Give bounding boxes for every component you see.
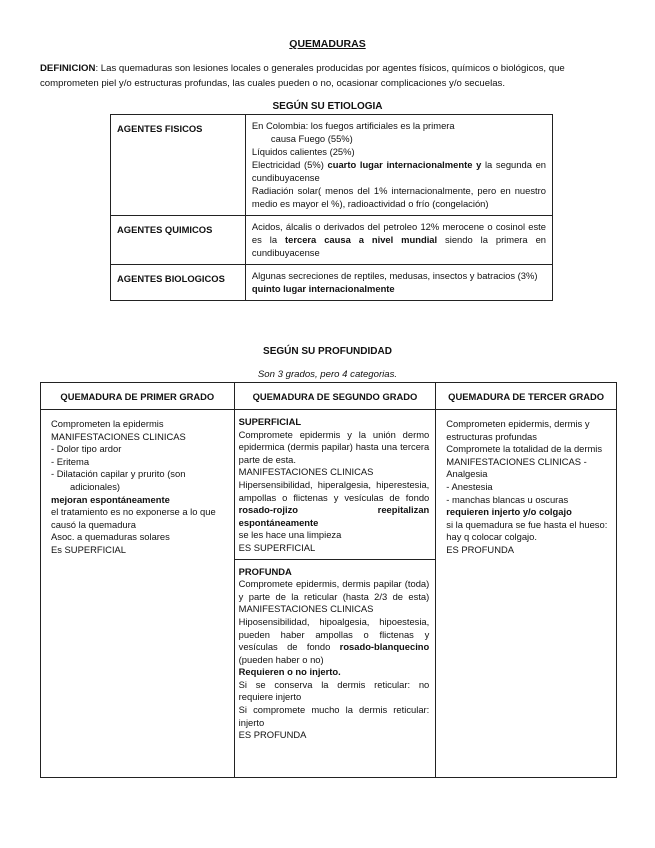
- text-line: Asoc. a quemaduras solares: [51, 531, 170, 543]
- agent-description: [245, 115, 552, 216]
- text-segment: la segunda en cundibuyacense: [251, 159, 547, 183]
- text-line: ES SUPERFICIAL: [238, 541, 316, 553]
- text-line: MANIFESTACIONES CLINICAS: [51, 430, 186, 442]
- text-line: MANIFESTACIONES CLINICAS: [238, 466, 374, 478]
- text-line: - Anestesia: [446, 480, 493, 492]
- etiology-heading: SEGÚN SU ETIOLOGIA: [272, 101, 383, 112]
- text-line: Es SUPERFICIAL: [51, 543, 127, 555]
- text-line: ES PROFUNDA: [238, 729, 307, 741]
- text-line: PROFUNDA: [238, 565, 292, 577]
- text-segment: Acidos, álcalis o derivados del petroleo 12% merocene o cosinol este es la: [251, 221, 546, 245]
- text-line: Requieren o no injerto.: [238, 666, 341, 678]
- text-line: En Colombia: los fuegos artificiales es la primera: [251, 120, 455, 131]
- text-line: Líquidos calientes (25%): [251, 146, 355, 157]
- text-line: Compromete epidermis, dermis papilar (toda) y parte de la reticular (hasta 2/3 de esta) MANIFESTACIONES CLINICAS: [238, 578, 430, 615]
- text-line: Algunas secreciones de reptiles, medusas, insectos y batracios (3%): [251, 270, 538, 281]
- bold-phrase: cuarto lugar internacionalmente y: [327, 159, 482, 170]
- text-line: Radiación solar( menos del 1% internacionalmente, pero en nuestro medio es mayor el %), radioactividad o frío (congelación): [251, 185, 546, 209]
- column-header-first-degree: QUEMADURA DE PRIMER GRADO: [41, 383, 235, 410]
- definition-text: : Las quemaduras son lesiones locales o generales producidas por agentes físicos, químicos o biológicos, que comprometen piel y/o estructuras profundas, las cuales pueden o no, ocasionar complicaciones y/o secuelas.: [40, 63, 565, 89]
- bold-phrase: rosado-rojizo reepitalizan espontáneamente: [238, 504, 430, 528]
- column-header-third-degree: QUEMADURA DE TERCER GRADO: [436, 383, 617, 410]
- text-line: Compromete la totalidad de la dermis MANIFESTACIONES CLINICAS - Analgesia: [446, 443, 603, 480]
- text-line: SUPERFICIAL: [238, 416, 302, 427]
- text-line: [239, 616, 430, 666]
- depth-heading: SEGÚN SU PROFUNDIDAD: [263, 346, 392, 357]
- text-line: causa Fuego (55%): [270, 133, 353, 144]
- definition-paragraph: [40, 62, 610, 91]
- text-line: ES PROFUNDA: [446, 543, 514, 555]
- etiology-table: [110, 114, 553, 301]
- third-degree-cell: [436, 410, 617, 778]
- second-degree-superficial: [235, 410, 436, 559]
- text-line: - Dolor tipo ardor: [51, 443, 122, 455]
- agent-name: AGENTES FISICOS: [111, 115, 246, 216]
- agent-description: [245, 216, 552, 265]
- text-line: Si compromete mucho la dermis reticular: injerto: [238, 704, 430, 728]
- text-segment: siendo la primera en cundibuyacense: [251, 234, 546, 258]
- text-line: - manchas blancas u oscuras: [446, 493, 569, 505]
- first-degree-cell: [41, 410, 235, 778]
- text-line: mejoran espontáneamente: [51, 493, 170, 505]
- depth-subtitle: Son 3 grados, pero 4 categorias.: [257, 369, 398, 380]
- text-line: [252, 158, 546, 184]
- text-segment: Hipersensibilidad, hiperalgesia, hiperestesia, ampollas o flictenas y vesículas de fondo: [238, 478, 430, 503]
- agent-description: [245, 265, 552, 301]
- text-line: se les hace una limpieza: [238, 529, 342, 541]
- text-segment: Electricidad (5%): [251, 159, 328, 170]
- text-line: - Eritema: [51, 455, 90, 467]
- definition-label: DEFINICION: [40, 63, 96, 74]
- page-title: QUEMADURAS: [289, 38, 366, 50]
- bold-phrase: tercera causa a nivel mundial: [285, 234, 438, 245]
- text-segment: Hiposensibilidad, hipoalgesia, hipoestesia, pueden haber ampollas o flictenas y vesículas de fondo: [238, 615, 430, 653]
- second-degree-cell: [234, 410, 436, 778]
- etiology-row: [111, 216, 553, 265]
- etiology-row: [111, 115, 553, 216]
- text-line: [239, 479, 430, 529]
- depth-table: [40, 382, 617, 778]
- text-line: Compromete epidermis y la unión dermo epidermica (dermis papilar) hasta una tercera parte de esta.: [238, 428, 430, 465]
- text-line: requieren injerto y/o colgajo: [446, 506, 572, 518]
- etiology-row: [111, 265, 553, 301]
- agent-name: AGENTES QUIMICOS: [111, 216, 246, 265]
- text-line: adicionales): [70, 480, 121, 492]
- text-segment: (pueden haber o no): [238, 653, 324, 665]
- text-line: - Dilatación capilar y prurito (son: [51, 468, 186, 480]
- text-line: Si se conserva la dermis reticular: no requiere injerto: [238, 678, 430, 703]
- agent-name: AGENTES BIOLOGICOS: [111, 265, 246, 301]
- text-line: Comprometen la epidermis: [51, 418, 164, 429]
- text-line: el tratamiento es no exponerse a lo que causó la quemadura: [51, 506, 216, 530]
- second-degree-profunda: [235, 559, 436, 746]
- text-line: quinto lugar internacionalmente: [251, 283, 395, 294]
- column-header-second-degree: QUEMADURA DE SEGUNDO GRADO: [234, 383, 436, 410]
- text-line: [252, 220, 546, 259]
- text-line: Comprometen epidermis, dermis y estructuras profundas: [446, 418, 590, 442]
- bold-phrase: rosado-blanquecino: [339, 641, 430, 653]
- text-line: si la quemadura se fue hasta el hueso: hay q colocar colgajo.: [446, 518, 608, 543]
